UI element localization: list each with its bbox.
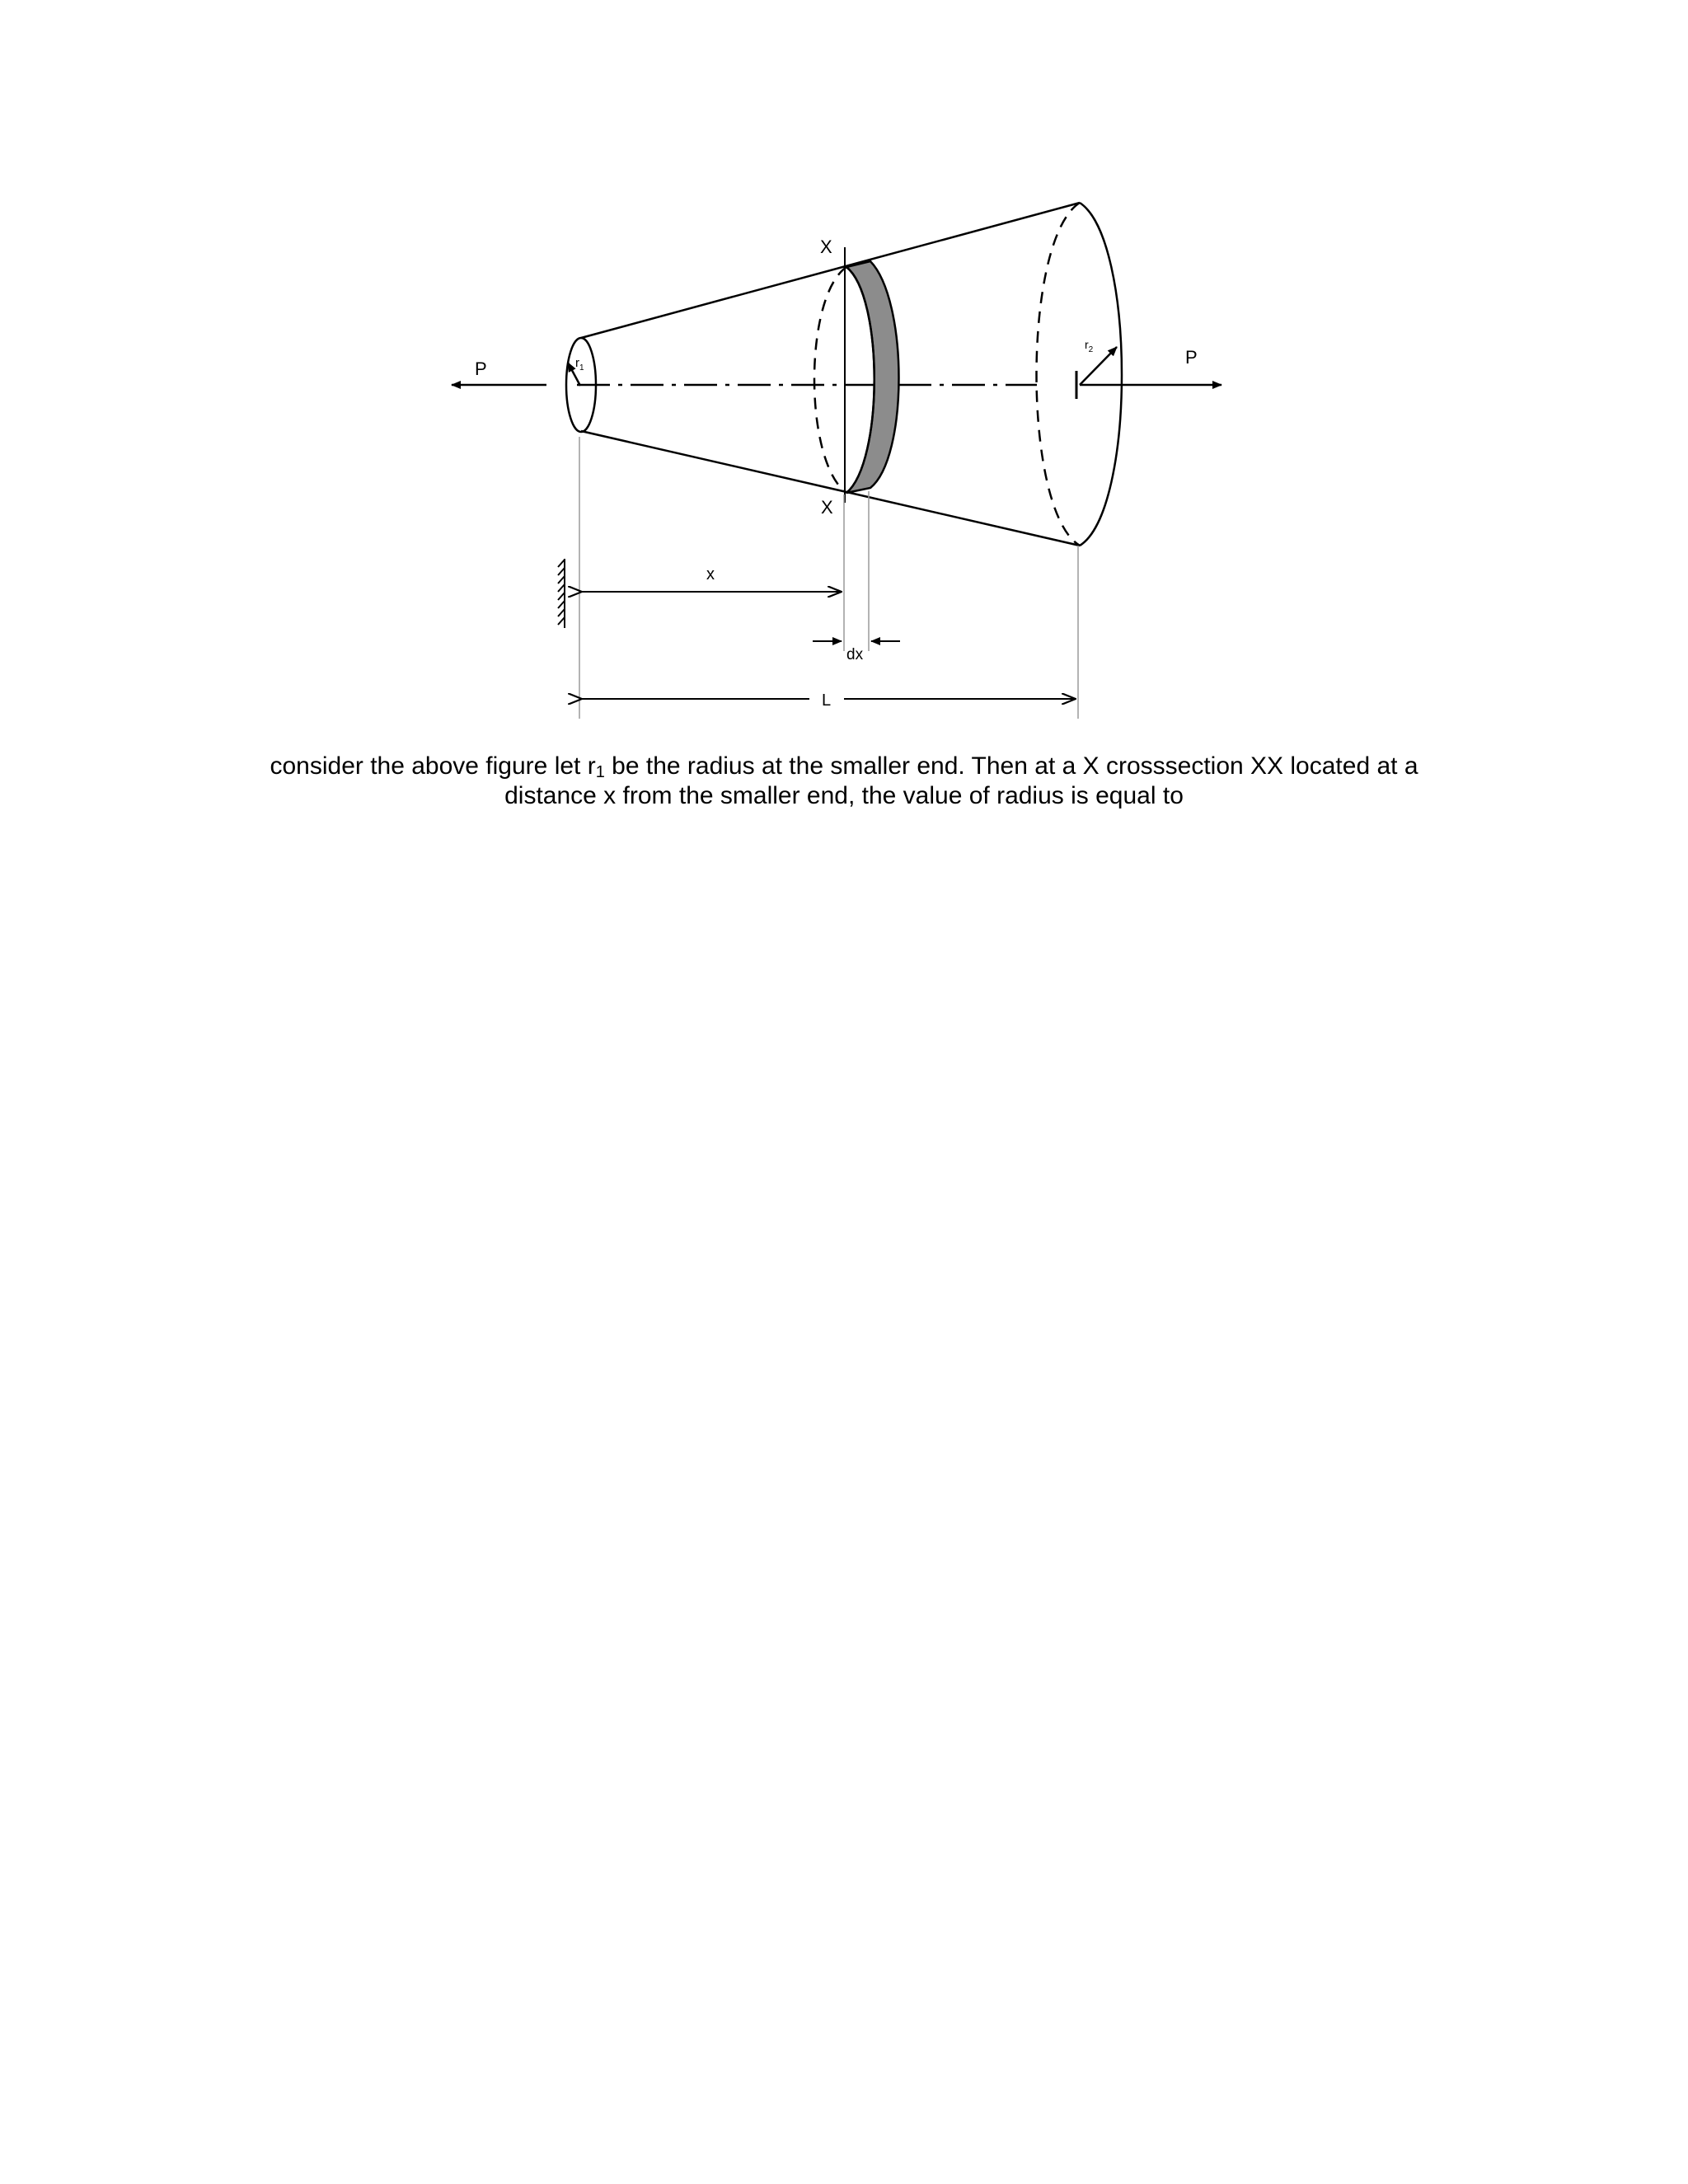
dimension-dx-label: dx — [846, 646, 864, 663]
fixed-support-hatch — [558, 559, 565, 628]
caption — [206, 752, 1482, 811]
load-label-right: P — [1185, 347, 1198, 368]
section-label-top: X — [820, 237, 832, 257]
extension-lines — [579, 437, 1078, 719]
section-xx — [814, 247, 899, 503]
dimension-l-label: L — [822, 691, 832, 710]
tapered-bar-diagram — [0, 0, 1688, 742]
load-label-left: P — [475, 359, 487, 379]
slice-dx — [846, 261, 899, 493]
radius-r1-label: $r_1$ — [575, 356, 584, 373]
radius-r2-arrow — [1080, 347, 1117, 385]
dimension-x-label: x — [706, 565, 715, 583]
radius-r2-label: $r_2$ — [1085, 338, 1094, 354]
caption-line-2: distance x from the smaller end, the value of radius is equal to — [504, 782, 1184, 809]
section-label-bottom: X — [821, 497, 833, 518]
caption-line-1: consider the above figure let $r_1$ be the radius at the smaller end. Then at a X crosssection XX located at a — [270, 752, 1418, 781]
